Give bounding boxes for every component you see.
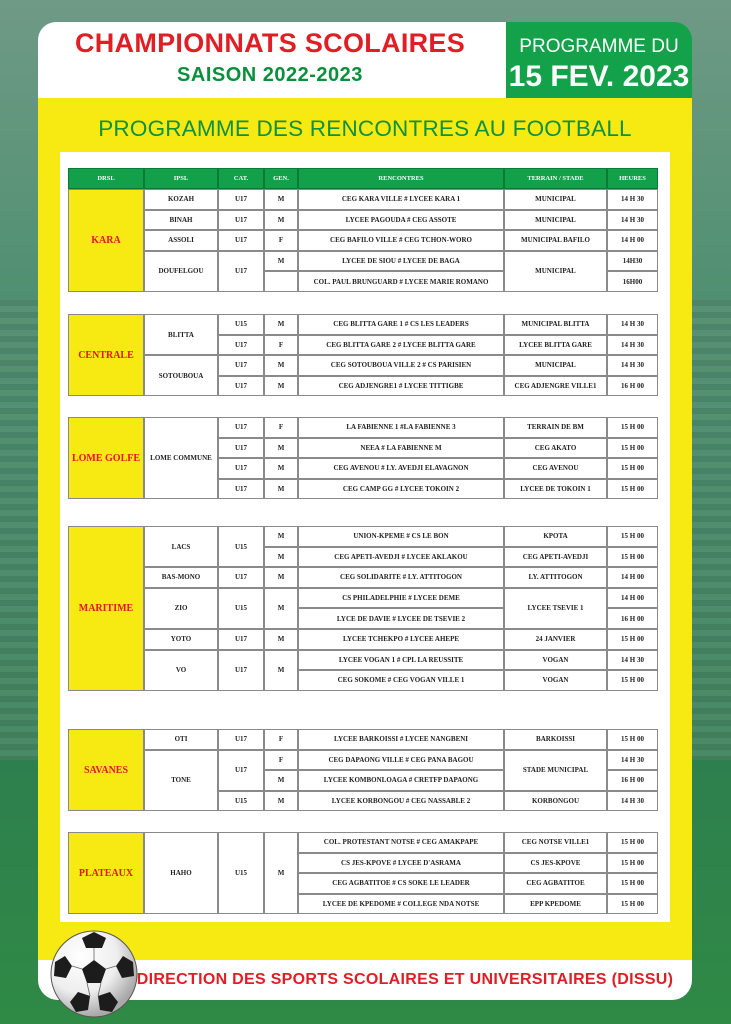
category-cell: U17: [218, 438, 264, 459]
match-cell: LYCEE KORBONGOU # CEG NASSABLE 2: [298, 791, 504, 812]
match-cell: CEG SOLIDARITE # LY. ATTITOGON: [298, 567, 504, 588]
venue-cell: VOGAN: [504, 650, 607, 671]
category-cell: U17: [218, 567, 264, 588]
match-cell: COL. PROTESTANT NOTSE # CEG AMAKPAPE: [298, 832, 504, 853]
venue-cell: MUNICIPAL BAFILO: [504, 230, 607, 251]
season-label: SAISON 2022-2023: [177, 64, 363, 86]
venue-cell: MUNICIPAL: [504, 251, 607, 292]
venue-cell: KPOTA: [504, 526, 607, 547]
match-cell: LYCEE KOMBONLOAGA # CRETFP DAPAONG: [298, 770, 504, 791]
time-cell: 14 H 00: [607, 567, 658, 588]
ipsl-cell: BAS-MONO: [144, 567, 218, 588]
ipsl-cell: VO: [144, 650, 218, 691]
gender-cell: [264, 271, 298, 292]
time-cell: 16 H 00: [607, 376, 658, 397]
category-cell: U17: [218, 729, 264, 750]
stadium-stands-left: [0, 300, 40, 760]
gender-cell: M: [264, 210, 298, 231]
ipsl-cell: LOME COMMUNE: [144, 417, 218, 499]
time-cell: 14 H 00: [607, 588, 658, 609]
time-cell: 14 H 30: [607, 791, 658, 812]
time-cell: 16H00: [607, 271, 658, 292]
ipsl-cell: HAHO: [144, 832, 218, 914]
time-cell: 14 H 30: [607, 335, 658, 356]
match-cell: CEG BLITTA GARE 2 # LYCEE BLITTA GARE: [298, 335, 504, 356]
time-cell: 15 H 00: [607, 438, 658, 459]
match-cell: CEG ADJENGRE1 # LYCEE TITTIGBE: [298, 376, 504, 397]
category-cell: U17: [218, 650, 264, 691]
column-header-gen: GEN.: [264, 168, 298, 189]
match-cell: LYCE DE DAVIE # LYCEE DE TSEVIE 2: [298, 608, 504, 629]
venue-cell: LYCEE BLITTA GARE: [504, 335, 607, 356]
region-cell: MARITIME: [68, 526, 144, 691]
time-cell: 15 H 00: [607, 479, 658, 500]
match-cell: CS JES-KPOVE # LYCEE D'ASRAMA: [298, 853, 504, 874]
venue-cell: BARKOISSI: [504, 729, 607, 750]
gender-cell: F: [264, 729, 298, 750]
venue-cell: TERRAIN DE BM: [504, 417, 607, 438]
venue-cell: CEG APETI-AVEDJI: [504, 547, 607, 568]
category-cell: U17: [218, 251, 264, 292]
gender-cell: M: [264, 791, 298, 812]
time-cell: 15 H 00: [607, 670, 658, 691]
gender-cell: F: [264, 230, 298, 251]
gender-cell: M: [264, 629, 298, 650]
time-cell: 14 H 30: [607, 210, 658, 231]
venue-cell: CEG AKATO: [504, 438, 607, 459]
venue-cell: STADE MUNICIPAL: [504, 750, 607, 791]
venue-cell: KORBONGOU: [504, 791, 607, 812]
gender-cell: M: [264, 832, 298, 914]
region-cell: LOME GOLFE: [68, 417, 144, 499]
venue-cell: MUNICIPAL: [504, 189, 607, 210]
gender-cell: F: [264, 335, 298, 356]
category-cell: U17: [218, 355, 264, 376]
venue-cell: MUNICIPAL: [504, 355, 607, 376]
gender-cell: M: [264, 479, 298, 500]
category-cell: U17: [218, 376, 264, 397]
column-header-heures: HEURES: [607, 168, 658, 189]
gender-cell: F: [264, 750, 298, 771]
match-cell: CEG APETI-AVEDJI # LYCEE AKLAKOU: [298, 547, 504, 568]
ipsl-cell: BLITTA: [144, 314, 218, 355]
column-header-cat: CAT.: [218, 168, 264, 189]
ipsl-cell: ZIO: [144, 588, 218, 629]
match-cell: LYCEE VOGAN 1 # CPL LA REUSSITE: [298, 650, 504, 671]
time-cell: 14 H 00: [607, 230, 658, 251]
match-cell: CS PHILADELPHIE # LYCEE DEME: [298, 588, 504, 609]
column-header-terrain: TERRAIN / STADE: [504, 168, 607, 189]
ipsl-cell: YOTO: [144, 629, 218, 650]
region-cell: KARA: [68, 189, 144, 292]
venue-cell: LY. ATTITOGON: [504, 567, 607, 588]
category-cell: U17: [218, 210, 264, 231]
main-title: CHAMPIONNATS SCOLAIRES: [74, 28, 466, 58]
match-cell: CEG AVENOU # LY. AVEDJI ELAVAGNON: [298, 458, 504, 479]
match-cell: CEG SOKOME # CEG VOGAN VILLE 1: [298, 670, 504, 691]
column-header-rencontres: RENCONTRES: [298, 168, 504, 189]
venue-cell: VOGAN: [504, 670, 607, 691]
time-cell: 15 H 00: [607, 729, 658, 750]
programme-label: PROGRAMME DU: [519, 36, 679, 57]
time-cell: 16 H 00: [607, 770, 658, 791]
category-cell: U17: [218, 750, 264, 791]
match-cell: COL. PAUL BRUNGUARD # LYCEE MARIE ROMANO: [298, 271, 504, 292]
gender-cell: M: [264, 438, 298, 459]
time-cell: 15 H 00: [607, 526, 658, 547]
time-cell: 14H30: [607, 251, 658, 272]
match-cell: CEG BLITTA GARE 1 # CS LES LEADERS: [298, 314, 504, 335]
gender-cell: M: [264, 567, 298, 588]
venue-cell: MUNICIPAL: [504, 210, 607, 231]
time-cell: 14 H 30: [607, 650, 658, 671]
footer-text: DIRECTION DES SPORTS SCOLAIRES ET UNIVERSITAIRES (DISSU): [136, 971, 674, 988]
gender-cell: M: [264, 251, 298, 272]
gender-cell: M: [264, 376, 298, 397]
venue-cell: CEG AVENOU: [504, 458, 607, 479]
match-cell: CEG KARA VILLE # LYCEE KARA 1: [298, 189, 504, 210]
category-cell: U15: [218, 526, 264, 567]
subtitle: PROGRAMME DES RENCONTRES AU FOOTBALL: [98, 116, 632, 141]
gender-cell: M: [264, 650, 298, 691]
match-cell: CEG CAMP GG # LYCEE TOKOIN 2: [298, 479, 504, 500]
column-header-ipsl: IPSL: [144, 168, 218, 189]
match-cell: LYCEE TCHEKPO # LYCEE AHEPE: [298, 629, 504, 650]
venue-cell: LYCEE TSEVIE 1: [504, 588, 607, 629]
venue-cell: CEG AGBATITOE: [504, 873, 607, 894]
stadium-stands-right: [691, 300, 731, 760]
gender-cell: M: [264, 588, 298, 629]
category-cell: U17: [218, 629, 264, 650]
category-cell: U15: [218, 791, 264, 812]
gender-cell: M: [264, 458, 298, 479]
category-cell: U17: [218, 189, 264, 210]
ipsl-cell: OTI: [144, 729, 218, 750]
gender-cell: M: [264, 547, 298, 568]
match-cell: LA FABIENNE 1 #LA FABIENNE 3: [298, 417, 504, 438]
time-cell: 15 H 00: [607, 547, 658, 568]
venue-cell: EPP KPEDOME: [504, 894, 607, 915]
time-cell: 14 H 30: [607, 355, 658, 376]
venue-cell: CEG ADJENGRE VILLE1: [504, 376, 607, 397]
gender-cell: F: [264, 417, 298, 438]
venue-cell: CEG NOTSE VILLE1: [504, 832, 607, 853]
category-cell: U15: [218, 832, 264, 914]
time-cell: 14 H 30: [607, 314, 658, 335]
category-cell: U15: [218, 314, 264, 335]
time-cell: 15 H 00: [607, 629, 658, 650]
column-header-drsl: DRSL: [68, 168, 144, 189]
region-cell: SAVANES: [68, 729, 144, 811]
match-cell: LYCEE BARKOISSI # LYCEE NANGBENI: [298, 729, 504, 750]
programme-date-box: [506, 22, 692, 98]
match-cell: LYCEE PAGOUDA # CEG ASSOTE: [298, 210, 504, 231]
match-cell: CEG DAPAONG VILLE # CEG PANA BAGOU: [298, 750, 504, 771]
ipsl-cell: KOZAH: [144, 189, 218, 210]
match-cell: CEG SOTOUBOUA VILLE 2 # CS PARISIEN: [298, 355, 504, 376]
venue-cell: 24 JANVIER: [504, 629, 607, 650]
time-cell: 15 H 00: [607, 417, 658, 438]
category-cell: U17: [218, 417, 264, 438]
region-cell: PLATEAUX: [68, 832, 144, 914]
gender-cell: M: [264, 189, 298, 210]
time-cell: 15 H 00: [607, 458, 658, 479]
gender-cell: M: [264, 526, 298, 547]
gender-cell: M: [264, 314, 298, 335]
time-cell: 14 H 30: [607, 750, 658, 771]
venue-cell: MUNICIPAL BLITTA: [504, 314, 607, 335]
category-cell: U15: [218, 588, 264, 629]
time-cell: 15 H 00: [607, 894, 658, 915]
category-cell: U17: [218, 479, 264, 500]
venue-cell: CS JES-KPOVE: [504, 853, 607, 874]
category-cell: U17: [218, 230, 264, 251]
match-cell: LYCEE DE KPEDOME # COLLEGE NDA NOTSE: [298, 894, 504, 915]
ipsl-cell: DOUFELGOU: [144, 251, 218, 292]
match-cell: UNION-KPEME # CS LE BON: [298, 526, 504, 547]
football-icon: [50, 930, 138, 1018]
time-cell: 15 H 00: [607, 832, 658, 853]
match-cell: CEG BAFILO VILLE # CEG TCHON-WORO: [298, 230, 504, 251]
ipsl-cell: BINAH: [144, 210, 218, 231]
programme-date: 15 FEV. 2023: [508, 60, 690, 93]
category-cell: U17: [218, 335, 264, 356]
time-cell: 15 H 00: [607, 873, 658, 894]
time-cell: 15 H 00: [607, 853, 658, 874]
category-cell: U17: [218, 458, 264, 479]
gender-cell: M: [264, 770, 298, 791]
match-cell: CEG AGBATITOE # CS SOKE LE LEADER: [298, 873, 504, 894]
ipsl-cell: ASSOLI: [144, 230, 218, 251]
ipsl-cell: SOTOUBOUA: [144, 355, 218, 396]
gender-cell: M: [264, 355, 298, 376]
match-cell: NEEA # LA FABIENNE M: [298, 438, 504, 459]
time-cell: 14 H 30: [607, 189, 658, 210]
ipsl-cell: LACS: [144, 526, 218, 567]
time-cell: 16 H 00: [607, 608, 658, 629]
match-cell: LYCEE DE SIOU # LYCEE DE BAGA: [298, 251, 504, 272]
venue-cell: LYCEE DE TOKOIN 1: [504, 479, 607, 500]
ipsl-cell: TONE: [144, 750, 218, 812]
region-cell: CENTRALE: [68, 314, 144, 396]
